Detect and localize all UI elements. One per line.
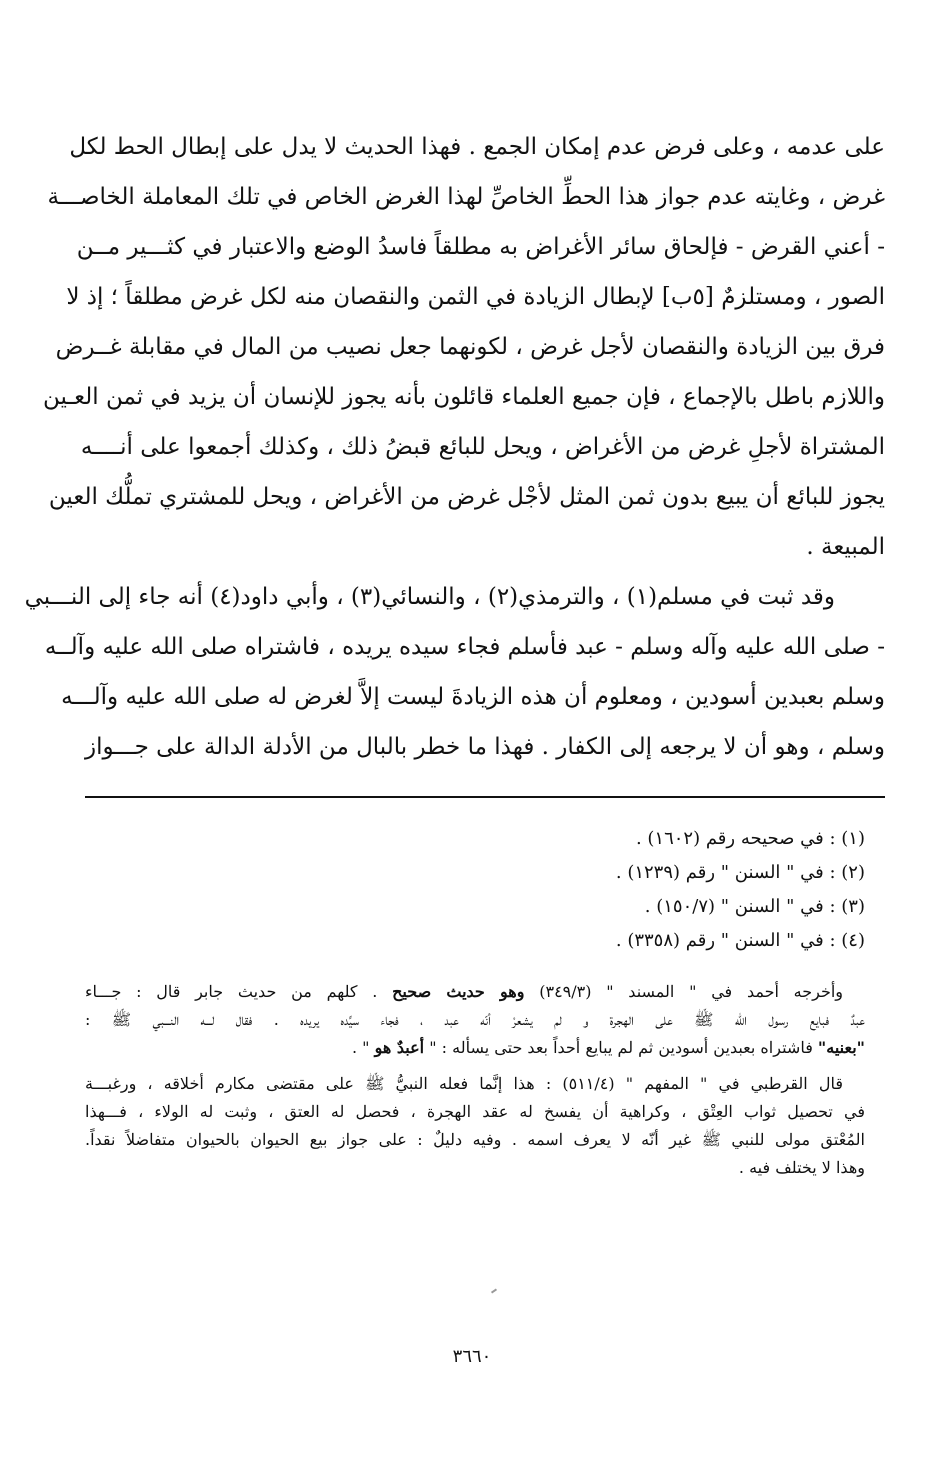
- extended-note-line: وهذا لا يختلف فيه .: [738, 1158, 865, 1177]
- extended-note-line: [85, 978, 865, 1006]
- paragraph-gap: [85, 1062, 865, 1070]
- footnote: (٣) : في " السنن " (١٥٠/٧) .: [644, 896, 865, 917]
- main-text-line: المشتراة لأجلِ غرض من الأغراض ، ويحل للبائع قبضُ ذلك ، وكذلك أجمعوا على أنــــه: [80, 434, 885, 460]
- main-text-line: غرض ، وغايته عدم جواز هذا الحطِّ الخاصِّ لهذا الغرض الخاص في تلك المعاملة الخاصـــة: [47, 184, 885, 210]
- footnotes: [85, 822, 865, 958]
- extended-note-line: [85, 1034, 865, 1062]
- main-text-line: - أعني القرض - فإلحاق سائر الأغراض به مطلقاً فاسدُ الوضع والاعتبار في كثـــير مــن: [76, 234, 885, 260]
- quoted-question: أعبدٌ هو: [374, 1038, 425, 1057]
- footnote-separator: [85, 796, 885, 798]
- extended-note-line: عبدٌ فبايع رسول الله ﷺ على الهجرة و لم يشعرْ أنّه عبد ، فجاء سيِّده يريده . فقال لـــه النـــبي ﷺ :: [85, 1010, 865, 1029]
- extended-footnote: [85, 978, 865, 1182]
- main-text-line: على عدمه ، وعلى فرض عدم إمكان الجمع . فهذا الحديث لا يدل على إبطال الحط لكل: [69, 134, 885, 160]
- footnote: (٢) : في " السنن " رقم (١٢٣٩) .: [615, 862, 865, 883]
- main-text-line: المبيعة .: [806, 534, 885, 560]
- extended-note-line: في تحصيل ثواب العِتْق ، وكراهية أن يفسخ له عقد الهجرة ، فحصل له العتق ، وثبت له الولاء ، فـــهذا: [85, 1102, 865, 1121]
- main-text-line: واللازم باطل بالإجماع ، فإن جميع العلماء قائلون بأنه يجوز للإنسان أن يزيد في ثمن العـين: [42, 384, 885, 410]
- main-text-line: الصور ، ومستلزمٌ [٥ب] لإبطال الزيادة في الثمن والنقصان منه لكل غرض مطلقاً ؛ إذ لا: [66, 284, 885, 310]
- main-text-line: وسلم بعبدين أسودين ، ومعلوم أن هذه الزيادةَ ليست إلاَّ لغرض له صلى الله عليه وآلـــه: [61, 684, 885, 710]
- extended-note-text: وأخرجه أحمد في " المسند " (٣٤٩/٣): [524, 982, 844, 1001]
- hadith-grade: وهو حديث صحيح: [392, 982, 525, 1001]
- main-text-line: وسلم ، وهو أن لا يرجعه إلى الكفار . فهذا ما خطر بالبال من الأدلة الدالة على جـــواز: [85, 734, 885, 760]
- extended-note-text: فاشتراه بعبدين أسودين ثم لم يبايع أحداً بعد حتى يسأله : ": [424, 1038, 818, 1057]
- footnote: (١) : في صحيحه رقم (١٦٠٢) .: [635, 828, 865, 849]
- extended-note-text: " .: [352, 1038, 375, 1057]
- page-number: ٣٦٦٠: [452, 1346, 492, 1367]
- footnote: (٤) : في " السنن " رقم (٣٣٥٨) .: [615, 930, 865, 951]
- main-text-line: - صلى الله عليه وآله وسلم - عبد فأسلم فجاء سيده يريده ، فاشتراه صلى الله عليه وآلــه: [44, 634, 885, 660]
- extended-note-text: . كلهم من حديث جابر قال : جـــاء: [85, 982, 393, 1001]
- extended-note-line: قال القرطبي في " المفهم " (٥١١/٤) : هذا إنَّما فعله النبيُّ ﷺ على مقتضى مكارم أخلاقه ، ورغبـــة: [85, 1074, 844, 1093]
- main-text-line: يجوز للبائع أن يبيع بدون ثمن المثل لأجْل غرض من الأغراض ، ويحل للمشتري تملُّك العين: [48, 484, 885, 510]
- main-text-line: وقد ثبت في مسلم(١) ، والترمذي(٢) ، والنسائي(٣) ، وأبي داود(٤) أنه جاء إلى النـــبي: [24, 584, 835, 610]
- scan-speck: [491, 1288, 497, 1293]
- extended-note-line: المُعْتق مولى للنبي ﷺ غير أنّه لا يعرف اسمه . وفيه دليلٌ : على جواز بيع الحيوان بالحيوان متفاضلاً نقداً.: [85, 1130, 865, 1149]
- quoted-word: "بعنيه": [817, 1038, 865, 1057]
- main-text: [24, 122, 885, 772]
- main-text-line: فرق بين الزيادة والنقصان لأجل غرض ، لكونهما جعل نصيب من المال في مقابلة غــرض: [55, 334, 885, 360]
